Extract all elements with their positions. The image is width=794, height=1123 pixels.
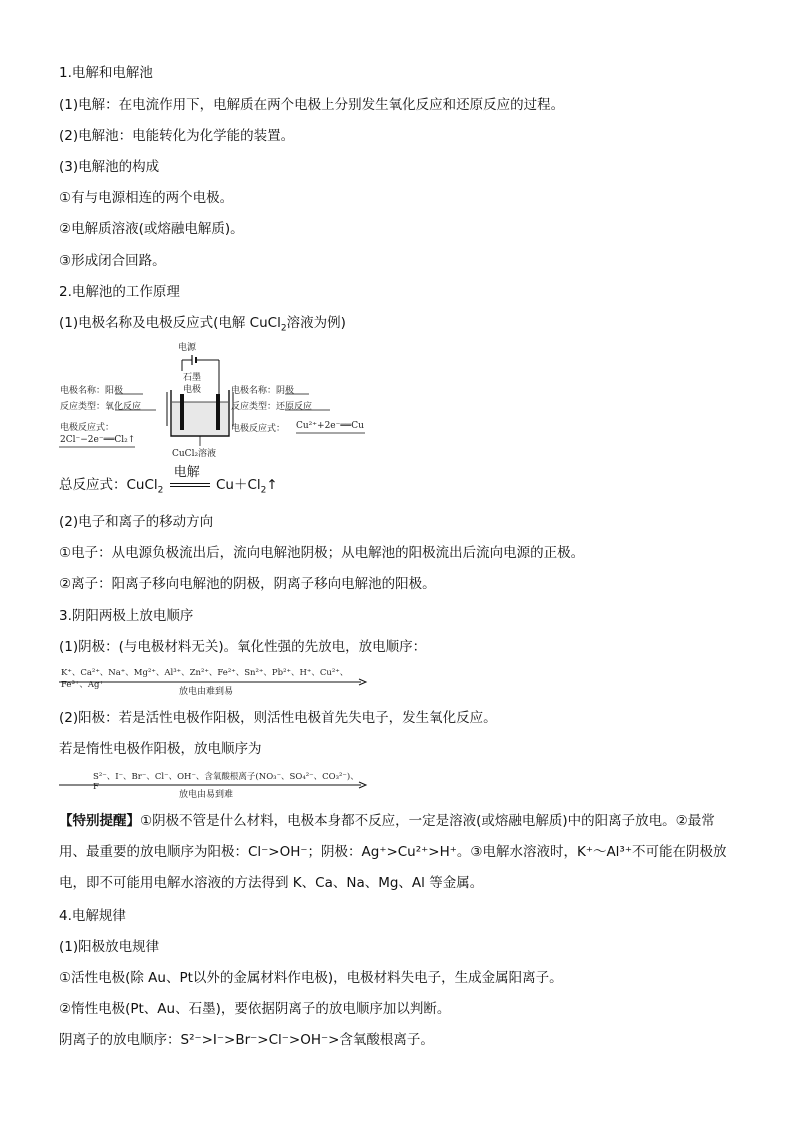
s2-line1: (1)电极名称及电极反应式(电解 CuCl$_2$溶液为例) — [59, 315, 346, 334]
graphite-electrode-label: 石墨 电极 — [183, 373, 202, 395]
s2-line4: ②离子：阳离子移向电解池的阴极，阴离子移向电解池的阳极。 — [59, 576, 436, 592]
electrolysis-diagram — [59, 338, 379, 466]
section3-title: 3.阴阳两极上放电顺序 — [59, 608, 194, 624]
power-source-label: 电源 — [178, 343, 197, 353]
s2-line2: (2)电子和离子的移动方向 — [59, 514, 214, 530]
s4-line3: ②惰性电极(Pt、Au、石墨)，要依据阴离子的放电顺序加以判断。 — [59, 1001, 451, 1017]
cathode-discharge-order — [59, 666, 369, 696]
anode-name: 电极名称：阳极 — [60, 386, 124, 396]
cathode-reaction-type: 反应类型：还原反应 — [231, 402, 313, 412]
s4-line4: 阴离子的放电顺序：S²⁻>I⁻>Br⁻>Cl⁻>OH⁻>含氧酸根离子。 — [59, 1032, 434, 1048]
s2-line3: ①电子：从电源负极流出后，流向电解池阴极；从电解池的阳极流出后流向电源的正极。 — [59, 545, 585, 561]
s1-line6: ③形成闭合回路。 — [59, 253, 166, 269]
section2-title: 2.电解池的工作原理 — [59, 284, 180, 300]
special-tip — [59, 806, 739, 899]
anode-ion-sequence: S²⁻、I⁻、Br⁻、Cl⁻、OH⁻、含氧酸根离子(NO₃⁻、SO₄²⁻、CO₃²⁻)、F⁻ — [93, 772, 359, 792]
cathode-order-direction: 放电由难到易 — [179, 687, 234, 697]
s1-line4: ①有与电源相连的两个电极。 — [59, 190, 234, 206]
s4-line2: ①活性电极(除 Au、Pt以外的金属材料作电极)，电极材料失电子，生成金属阳离子。 — [59, 970, 563, 986]
cathode-eq-label: 电极反应式： — [231, 424, 286, 434]
section4-title: 4.电解规律 — [59, 908, 126, 924]
s1-line1: (1)电解：在电流作用下，电解质在两个电极上分别发生氧化反应和还原反应的过程。 — [59, 97, 565, 113]
cathode-name: 电极名称：阴极 — [231, 386, 295, 396]
anode-order-direction: 放电由易到难 — [179, 790, 234, 800]
total-reaction: 总反应式：CuCl$_2$ 电解 $Cu+Cl_2↑$ — [59, 465, 278, 496]
anode-reaction-type: 反应类型：氧化反应 — [60, 402, 142, 412]
s1-line5: ②电解质溶液(或熔融电解质)。 — [59, 221, 244, 237]
special-tip-label: 【特别提醒】 — [59, 813, 140, 829]
anode-discharge-order — [59, 770, 369, 800]
anode-equation: 2Cl⁻−2e⁻══Cl₂↑ — [60, 435, 136, 445]
s1-line2: (2)电解池：电能转化为化学能的装置。 — [59, 128, 295, 144]
s1-line3: (3)电解池的构成 — [59, 159, 160, 175]
anode-eq-label: 电极反应式： — [60, 423, 115, 433]
s3-line1: (1)阴极：(与电极材料无关)。氧化性强的先放电，放电顺序： — [59, 639, 427, 655]
section1-title: 1.电解和电解池 — [59, 65, 153, 81]
s3-line3: 若是惰性电极作阳极，放电顺序为 — [59, 741, 262, 757]
special-tip-text: ①阴极不管是什么材料，电极本身都不反应，一定是溶液(或熔融电解质)中的阳离子放电。②最常用、最重要的放电顺序为阳极：Cl⁻>OH⁻；阴极：Ag⁺>Cu²⁺>H⁺。③电解水溶液时，K⁺～Al³⁺不可能在阴极放电，即不可能用电解水溶液的方法得到 K、Ca、Na、Mg、Al 等金属。 — [59, 813, 727, 891]
electrolysis-arrow: 电解 — [170, 478, 210, 492]
s4-line1: (1)阳极放电规律 — [59, 939, 160, 955]
cathode-ion-sequence: K⁺、Ca²⁺、Na⁺、Mg²⁺、Al³⁺、Zn²⁺、Fe²⁺、Sn²⁺、Pb²⁺、H⁺、Cu²⁺、Fe³⁺、Ag⁺ — [61, 668, 349, 690]
solution-label: CuCl₂溶液 — [172, 449, 217, 459]
cathode-equation: Cu²⁺+2e⁻══Cu — [296, 421, 364, 431]
s3-line2: (2)阳极：若是活性电极作阳极，则活性电极首先失电子，发生氧化反应。 — [59, 710, 497, 726]
